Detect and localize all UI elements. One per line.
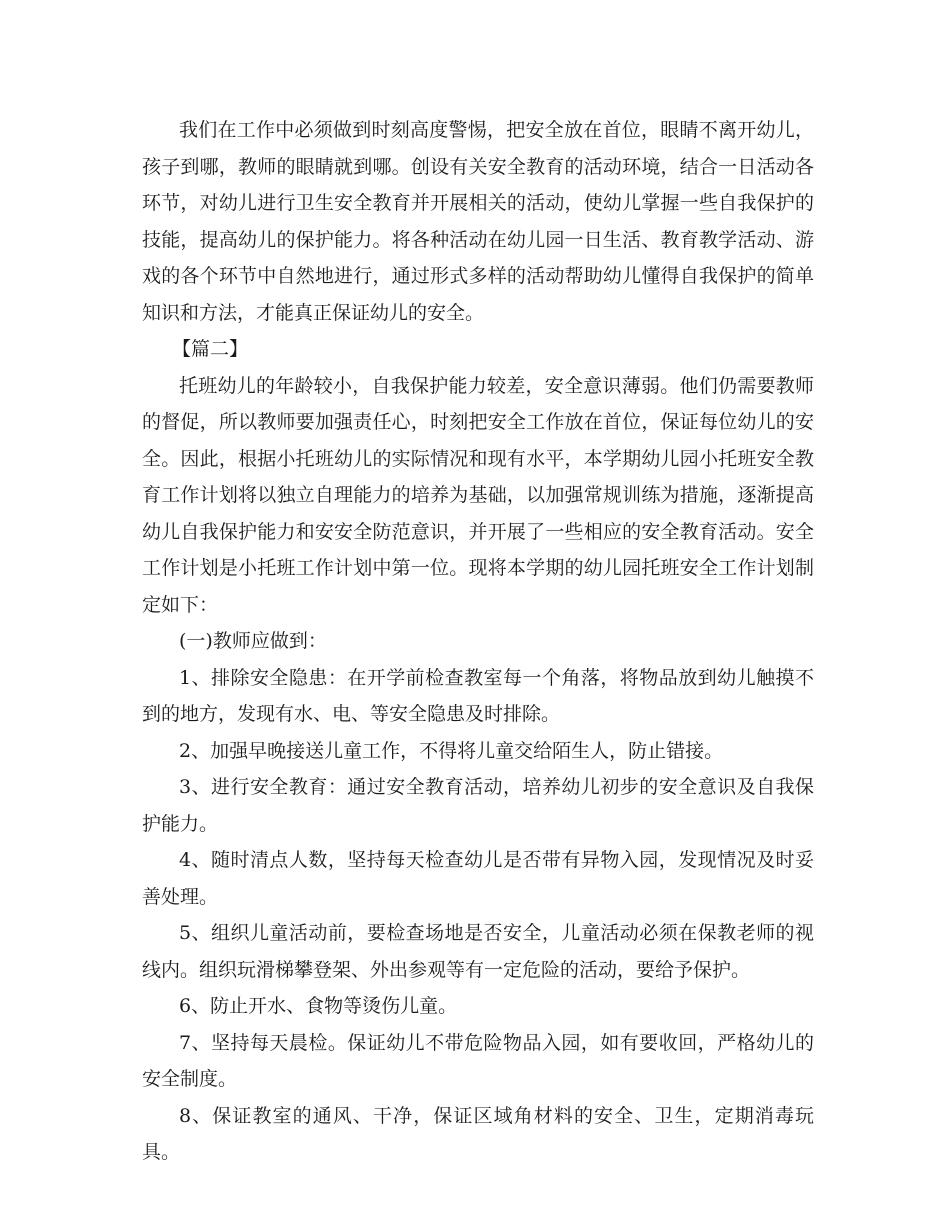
intro-paragraph: 我们在工作中必须做到时刻高度警惕，把安全放在首位，眼睛不离开幼儿，孩子到哪，教师的眼睛就到哪。创设有关安全教育的活动环境，结合一日活动各环节，对幼儿进行卫生安全教育并开展相关的活动，使幼儿掌握一些自我保护的技能，提高幼儿的保护能力。将各种活动在幼儿园一日生活、教育教学活动、游戏的各个环节中自然地进行，通过形式多样的活动帮助幼儿懂得自我保护的简单知识和方法，才能真正保证幼儿的安全。 bbox=[142, 119, 814, 324]
list-item: 5、组织儿童活动前，要检查场地是否安全，儿童活动必须在保教老师的视线内。组织玩滑梯攀登架、外出参观等有一定危险的活动，要给予保护。 bbox=[142, 922, 814, 981]
list-item: 8、保证教室的通风、干净，保证区域角材料的安全、卫生，定期消毒玩具。 bbox=[142, 1104, 814, 1163]
subsection-heading: (一)教师应做到： bbox=[179, 630, 327, 652]
document-body bbox=[142, 112, 814, 1171]
list-item: 2、加强早晚接送儿童工作，不得将儿童交给陌生人，防止错接。 bbox=[179, 739, 724, 762]
section-paragraph: 托班幼儿的年龄较小，自我保护能力较差，安全意识薄弱。他们仍需要教师的督促，所以教师要加强责任心，时刻把安全工作放在首位，保证每位幼儿的安全。因此，根据小托班幼儿的实际情况和现有水平，本学期幼儿园小托班安全教育工作计划将以独立自理能力的培养为基础，以加强常规训练为措施，逐渐提高幼儿自我保护能力和安安全防范意识，并开展了一些相应的安全教育活动。安全工作计划是小托班工作计划中第一位。现将本学期的幼儿园托班安全工作计划制定如下： bbox=[142, 374, 814, 616]
section-heading: 【篇二】 bbox=[172, 338, 249, 360]
list-item: 4、随时清点人数，坚持每天检查幼儿是否带有异物入园，发现情况及时妥善处理。 bbox=[142, 849, 814, 908]
list-item: 1、排除安全隐患：在开学前检查教室每一个角落，将物品放到幼儿触摸不到的地方，发现有水、电、等安全隐患及时排除。 bbox=[142, 666, 814, 725]
list-item: 6、防止开水、食物等烫伤儿童。 bbox=[179, 995, 458, 1017]
list-item: 7、坚持每天晨检。保证幼儿不带危险物品入园，如有要收回，严格幼儿的安全制度。 bbox=[142, 1031, 814, 1090]
list-item: 3、进行安全教育：通过安全教育活动，培养幼儿初步的安全意识及自我保护能力。 bbox=[142, 776, 814, 835]
